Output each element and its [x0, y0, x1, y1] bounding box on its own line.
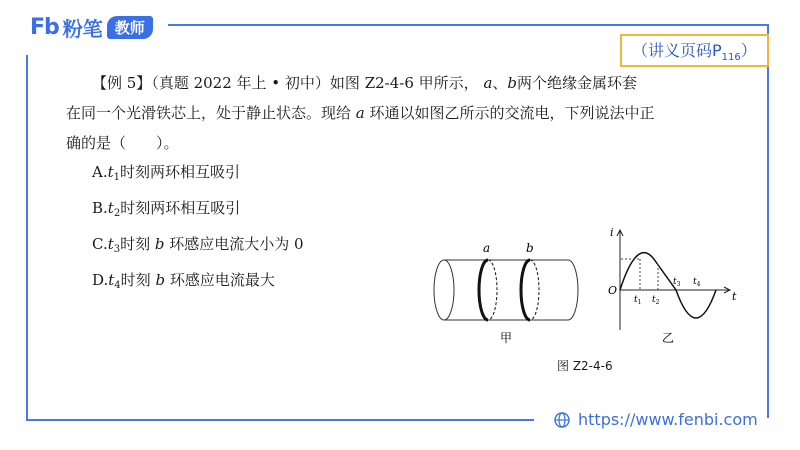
time-subscript: 4 — [114, 280, 121, 291]
page-ref-number: 116 — [721, 52, 741, 64]
url-text: https://www.fenbi.com — [578, 410, 758, 429]
time-subscript: 3 — [113, 244, 121, 255]
question-source: （真题 2022 年上 • 初中） — [151, 74, 330, 92]
tick-t2: $t_2$ — [652, 295, 660, 306]
page-ref-suffix: ） — [740, 41, 757, 60]
label-a: a — [483, 241, 491, 255]
footer-url[interactable] — [554, 410, 758, 429]
question-text-1: 如图 Z2-4-6 甲所示， — [329, 74, 479, 92]
ring-a-var: a — [483, 74, 493, 92]
time-var: t — [107, 163, 114, 181]
option-d[interactable] — [92, 265, 304, 301]
tick-t4: $t_4$ — [693, 277, 701, 288]
ring-var: b — [154, 235, 165, 253]
brand-name: 粉笔 — [62, 16, 103, 41]
time-var: t — [108, 271, 115, 289]
axis-i-label: i — [610, 226, 614, 239]
figure-caption: 图 Z2-4-6 — [557, 359, 613, 373]
ring-a-back — [488, 260, 497, 320]
option-text: 时刻 — [120, 271, 156, 289]
label-yi: 乙 — [662, 331, 675, 345]
option-letter: C. — [92, 235, 108, 253]
cylinder-left-end — [434, 260, 454, 320]
option-c[interactable] — [92, 229, 304, 265]
question-text-1-tail: 两个绝缘金属环套 — [517, 74, 638, 92]
tick-t1: $t_1$ — [634, 295, 642, 306]
option-letter: B. — [92, 199, 108, 217]
question-text-3: 确的是（ ）。 — [66, 134, 179, 152]
frame-left-border — [26, 55, 28, 419]
answer-options — [92, 157, 304, 301]
cylinder-right-end — [568, 260, 578, 320]
question-label: 【例 5】 — [92, 74, 152, 92]
time-subscript: 1 — [113, 172, 121, 183]
cylinder-core — [434, 260, 578, 320]
question-text-2: 在同一个光滑铁芯上，处于静止状态。现给 — [66, 104, 356, 122]
globe-icon — [554, 412, 570, 428]
option-letter: D. — [92, 271, 109, 289]
current-wave — [620, 253, 716, 318]
frame-bottom-border — [26, 419, 534, 421]
page-ref-letter: P — [712, 41, 722, 60]
ring-var: b — [155, 271, 166, 289]
brand-badge: 教师 — [107, 16, 153, 39]
option-text: 时刻两环相互吸引 — [120, 163, 241, 181]
time-subscript: 2 — [113, 208, 121, 219]
origin-label: O — [608, 284, 618, 297]
ring-a — [479, 260, 497, 320]
page-ref-prefix: （讲义页码 — [632, 41, 713, 60]
option-text: 时刻两环相互吸引 — [120, 199, 241, 217]
frame-top-border — [168, 24, 768, 26]
brand-logo — [30, 14, 153, 40]
ring-b-front — [521, 260, 530, 320]
option-text-tail: 环感应电流最大 — [165, 271, 275, 289]
tick-t3: $t_3$ — [673, 277, 681, 288]
figure-z2-4-6 — [430, 226, 760, 376]
question-stem — [66, 68, 736, 158]
time-var: t — [107, 199, 114, 217]
question-text-2-tail: 环通以如图乙所示的交流电，下列说法中正 — [364, 104, 655, 122]
time-var: t — [107, 235, 114, 253]
ring-b-back — [530, 260, 539, 320]
label-jia: 甲 — [500, 331, 513, 345]
option-a[interactable] — [92, 157, 304, 193]
option-letter: A. — [92, 163, 108, 181]
question-line-1 — [66, 68, 736, 98]
label-b: b — [526, 241, 534, 255]
handout-page-ref — [620, 34, 769, 67]
question-line-2 — [66, 98, 736, 128]
ring-a-var-2: a — [355, 104, 365, 122]
brand-mark: Fb — [30, 14, 59, 40]
axis-t-label: t — [732, 290, 737, 303]
frame-right-border — [767, 24, 769, 418]
option-b[interactable] — [92, 193, 304, 229]
ring-a-front — [479, 260, 488, 320]
ring-b-var: b — [507, 74, 518, 92]
separator: 、 — [492, 74, 508, 92]
question-line-3 — [66, 128, 736, 158]
option-text-tail: 环感应电流大小为 0 — [164, 235, 304, 253]
option-text: 时刻 — [120, 235, 155, 253]
ring-b — [521, 260, 539, 320]
